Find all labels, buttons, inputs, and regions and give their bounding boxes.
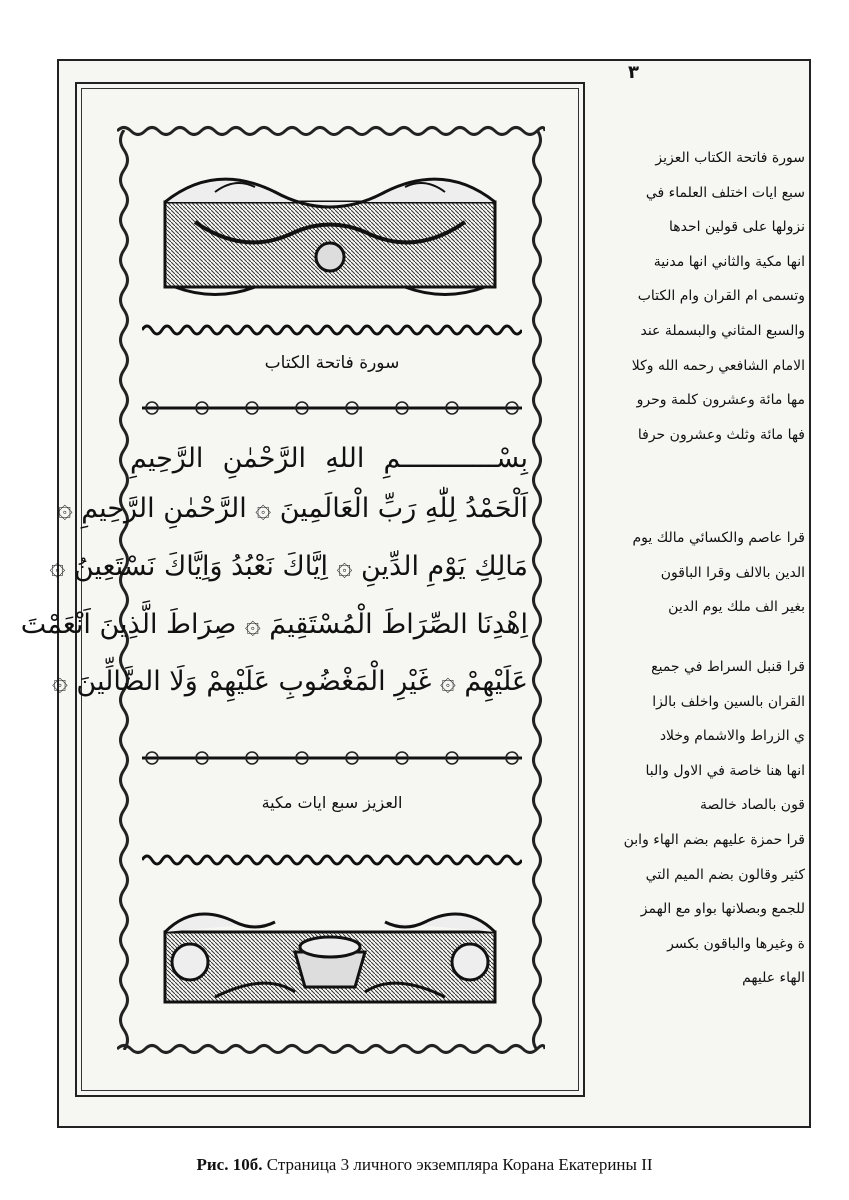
margin-note-2 xyxy=(595,521,805,625)
margin-note-line: قرا حمزة عليهم بضم الهاء وابن xyxy=(623,831,805,848)
margin-note-line: انها مكية والثاني انها مدنية xyxy=(653,253,805,270)
verse-line-2: اَلْحَمْدُ لِلّٰهِ رَبِّ الْعَالَمِينَ ۞ الرَّحْمٰنِ الرَّحِيمِ ۞ xyxy=(56,493,528,524)
surah-footer: العزيز سبع ايات مكية xyxy=(261,793,403,812)
wavy-divider-1 xyxy=(142,318,522,342)
margin-note-line: قرا عاصم والكسائي مالك يوم xyxy=(632,530,805,546)
margin-note-line: نزولها على قولين احدها xyxy=(669,219,805,236)
verse-line-3: مَالِكِ يَوْمِ الدِّينِ ۞ اِيَّاكَ نَعْبُدُ وَاِيَّاكَ نَسْتَعِينُ ۞ xyxy=(49,551,528,582)
margin-note-line: الهاء عليهم xyxy=(742,970,805,987)
margin-note-line: انها هنا خاصة في الاول والبا xyxy=(645,762,805,779)
ornamental-headpiece xyxy=(155,162,505,302)
ornamental-border-right xyxy=(530,130,544,1050)
ornamental-border-left xyxy=(117,130,131,1050)
margin-note-line: سورة فاتحة الكتاب العزيز xyxy=(655,150,805,166)
page-number: ٣ xyxy=(628,62,639,83)
margin-note-line: وتسمى ام القران وام الكتاب xyxy=(637,288,805,305)
ornamental-border-top xyxy=(117,124,545,138)
margin-note-line: والسبع المثاني والبسملة عند xyxy=(640,322,805,339)
margin-note-line: الدين بالالف وقرا الباقون xyxy=(660,564,805,581)
verse-line-5: عَلَيْهِمْ ۞ غَيْرِ الْمَغْضُوبِ عَلَيْهِمْ وَلَا الضَّالِّينَ ۞ xyxy=(52,666,528,697)
margin-note-1 xyxy=(595,141,805,452)
margin-note-line: بغير الف ملك يوم الدين xyxy=(668,599,805,616)
margin-note-line: مها مائة وعشرون كلمة وحرو xyxy=(636,392,805,409)
margin-note-line: سبع ايات اختلف العلماء في xyxy=(645,184,805,201)
margin-note-line: ة وغيرها والباقون بكسر xyxy=(667,935,805,952)
margin-note-line: فها مائة وثلث وعشرون حرفا xyxy=(637,426,805,443)
margin-note-line: للجمع وبصلانها بواو مع الهمز xyxy=(640,901,805,918)
figure-label: Рис. 10б. xyxy=(196,1155,263,1174)
margin-note-line: القران بالسين واخلف بالزا xyxy=(652,693,805,710)
ornamental-tailpiece xyxy=(155,902,505,1012)
margin-note-line: ي الزراط والاشمام وخلاد xyxy=(659,728,805,745)
margin-note-line: كثير وقالون بضم الميم التي xyxy=(645,866,805,883)
margin-note-line: قرا قنبل السراط في جميع xyxy=(651,659,805,675)
wavy-divider-2 xyxy=(142,848,522,872)
margin-note-3 xyxy=(595,650,805,996)
floral-divider-1 xyxy=(142,396,522,420)
verse-line-1: بِسْــــــــــــمِ اللهِ الرَّحْمٰنِ الرَّحِيمِ xyxy=(130,443,528,474)
figure-caption xyxy=(0,1155,849,1175)
figure-caption-text: Страница 3 личного экземпляра Корана Екатерины II xyxy=(262,1155,653,1174)
margin-note-line: قون بالصاد خالصة xyxy=(699,797,805,814)
surah-title: سورة فاتحة الكتاب xyxy=(264,353,400,373)
margin-note-line: الامام الشافعي رحمه الله وكلا xyxy=(631,357,805,374)
floral-divider-2 xyxy=(142,746,522,770)
verse-line-4: اِهْدِنَا الصِّرَاطَ الْمُسْتَقِيمَ ۞ صِرَاطَ الَّذِينَ اَنْعَمْتَ xyxy=(20,609,528,640)
ornamental-border-bottom xyxy=(117,1042,545,1056)
